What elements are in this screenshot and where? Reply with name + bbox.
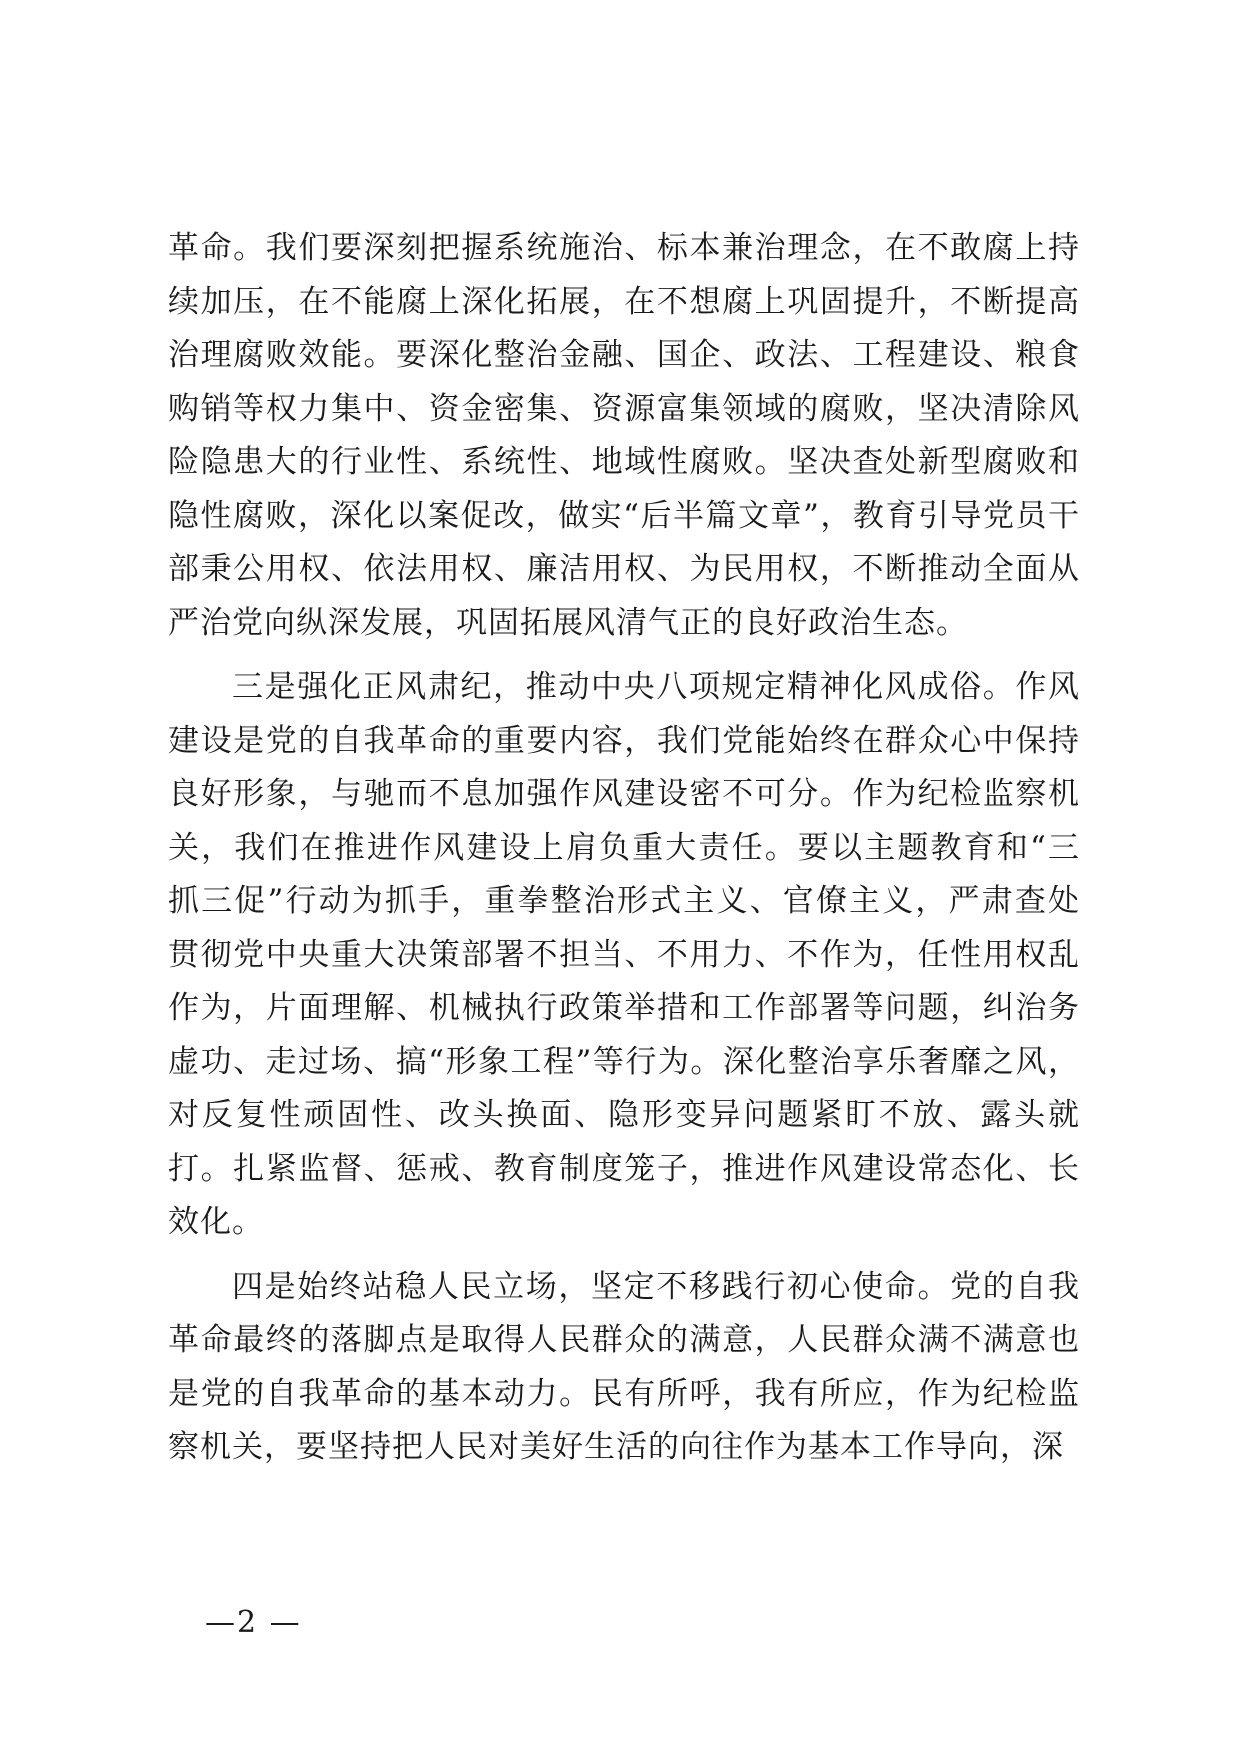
page-number: —2 — <box>205 1605 302 1640</box>
body-paragraph-3: 四是始终站稳人民立场，坚定不移践行初心使命。党的自我革命最终的落脚点是取得人民群众的满意，人民群众满不满意也是党的自我革命的基本动力。民有所呼，我有所应，作为纪检监察机关，要坚持把人民对美好生活的向往作为基本工作导向，深 <box>168 1268 1080 1465</box>
body-paragraph-2: 三是强化正风肃纪，推动中央八项规定精神化风成俗。作风建设是党的自我革命的重要内容，我们党能始终在群众心中保持良好形象，与驰而不息加强作风建设密不可分。作为纪检监察机关，我们在推进作风建设上肩负重大责任。要以主题教育和“三抓三促”行动为抓手，重拳整治形式主义、官僚主义，严肃查处贯彻党中央重大决策部署不担当、不用力、不作为，任性用权乱作为，片面理解、机械执行政策举措和工作部署等问题，纠治务虚功、走过场、搞“形象工程”等行为。深化整治享乐奢靡之风，对反复性顽固性、改头换面、隐形变异问题紧盯不放、露头就打。扎紧监督、惩戒、教育制度笼子，推进作风建设常态化、长效化。 <box>168 669 1080 1240</box>
body-paragraph-1: 革命。我们要深刻把握系统施治、标本兼治理念，在不敢腐上持续加压，在不能腐上深化拓展，在不想腐上巩固提升，不断提高治理腐败效能。要深化整治金融、国企、政法、工程建设、粮食购销等权力集中、资金密集、资源富集领域的腐败，坚决清除风险隐患大的行业性、系统性、地域性腐败。坚决查处新型腐败和隐性腐败，深化以案促改，做实“后半篇文章”，教育引导党员干部秉公用权、依法用权、廉洁用权、为民用权，不断推动全面从严治党向纵深发展，巩固拓展风清气正的良好政治生态。 <box>168 230 1080 641</box>
document-body <box>168 222 1080 1486</box>
